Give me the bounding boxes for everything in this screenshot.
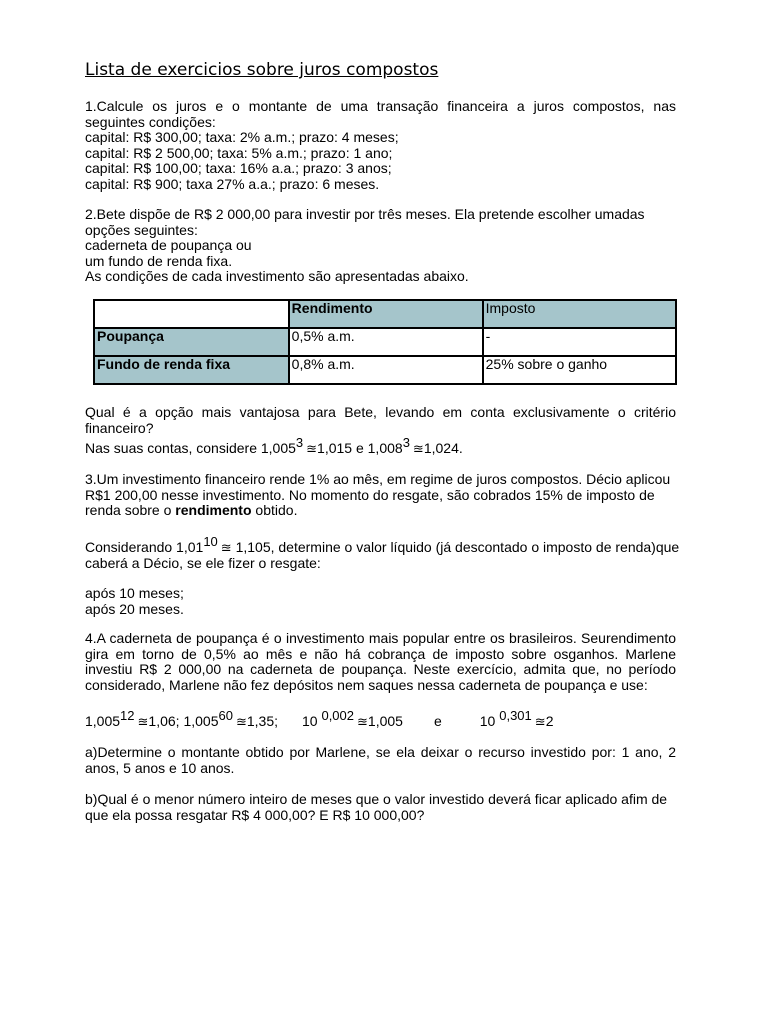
question-3: [85, 472, 676, 519]
hint-end: 1,024.: [423, 440, 463, 456]
approx-symbol: ≊: [137, 714, 149, 729]
table-cell: -: [483, 328, 676, 356]
table-cell: 0,5% a.m.: [289, 328, 483, 356]
q2-line4: um fundo de renda fixa.: [85, 252, 233, 269]
investment-table: [93, 299, 677, 385]
q1-intro-line1: 1.Calcule os juros e o montante de uma transação financeira a juros compostos, nas: [85, 98, 676, 114]
q1-item: capital: R$ 900; taxa 27% a.a.; prazo: 6 meses.: [85, 175, 380, 192]
approx-symbol: ≊: [357, 714, 368, 729]
q3-option: após 20 meses.: [85, 600, 184, 617]
approx-symbol: ≊: [306, 441, 318, 456]
exponent: 0,301: [499, 708, 532, 723]
exponent: 3: [295, 435, 304, 450]
q4-b-line2: que ela possa resgatar R$ 4 000,00? E R$ 10 000,00?: [85, 806, 425, 823]
hint-mid: 1,015 e 1,008: [317, 440, 403, 456]
q4-formula: [85, 708, 725, 730]
approx-symbol: ≊: [534, 714, 546, 729]
q2-hint-line: [85, 435, 676, 457]
q2-line5: As condições de cada investimento são apresentadas abaixo.: [85, 268, 469, 284]
table-header-cell: Imposto: [483, 300, 676, 328]
document-title: Lista de exercicios sobre juros compostos: [85, 60, 439, 80]
q4-b-line1: b)Qual é o menor número inteiro de meses que o valor investido deverá ficar aplicado afim de: [85, 791, 668, 807]
formula-base: 1,005: [85, 713, 121, 729]
consider-suffix: 1,105, determine o valor líquido (já descontado o imposto de renda)que: [235, 539, 680, 555]
q4-line2: gira em torno de 0,5% ao mês e não há cobrança de imposto sobre osganhos. Marlene: [85, 645, 676, 662]
table-header-row: [94, 300, 676, 328]
q2-line1: 2.Bete dispõe de R$ 2 000,00 para investir por três meses. Ela pretende escolher umadas: [85, 206, 645, 222]
q3-consider-line2: caberá a Décio, se ele fizer o resgate:: [85, 554, 321, 571]
q3-consider: [85, 534, 680, 571]
exponent: 0,002: [321, 708, 355, 723]
question-1: [85, 99, 676, 192]
formula-and: e: [433, 713, 442, 729]
formula-value: 1,005: [367, 713, 403, 729]
q2-line3: caderneta de poupança ou: [85, 237, 252, 253]
exponent: 3: [402, 435, 410, 450]
consider-prefix: Considerando 1,01: [85, 539, 204, 555]
q1-item: capital: R$ 2 500,00; taxa: 5% a.m.; prazo: 1 ano;: [85, 144, 393, 161]
q3-line2: R$1 200,00 nesse investimento. No momento do resgate, são cobrados 15% de imposto de: [85, 486, 655, 503]
q3-line3: [85, 503, 676, 519]
table-cell: Fundo de renda fixa: [94, 356, 289, 384]
q4-line4: considerado, Marlene não fez depósitos nem saques nessa caderneta de poupança e use:: [85, 676, 648, 693]
q3-options: [85, 586, 676, 617]
formula-value: 1,06; 1,005: [148, 713, 219, 729]
table-row: [94, 356, 676, 384]
formula-base: 10: [302, 713, 318, 729]
q3-consider-line1: [85, 534, 680, 556]
q4-part-b: [85, 792, 676, 823]
table-cell: 25% sobre o ganho: [483, 356, 676, 384]
q4-line3: investiu R$ 2 000,00 na caderneta de poupança. Neste exercício, admita que, no período: [85, 661, 676, 677]
question-4: [85, 631, 676, 693]
q2-question: [85, 405, 676, 436]
q4-formula-line: [85, 708, 725, 730]
q1-item: capital: R$ 100,00; taxa: 16% a.a.; prazo: 3 anos;: [85, 160, 392, 176]
approx-symbol: ≊: [220, 540, 232, 555]
q3-line1: 3.Um investimento financeiro rende 1% ao mês, em regime de juros compostos. Décio aplicou: [85, 471, 671, 487]
table-cell: Poupança: [94, 328, 289, 356]
q2-line2: opções seguintes:: [85, 221, 198, 238]
q2-question-line2: financeiro?: [85, 419, 154, 436]
q2-question-line1: Qual é a opção mais vantajosa para Bete, levando em conta exclusivamente o critério: [85, 404, 676, 420]
table-cell: 0,8% a.m.: [289, 356, 483, 384]
formula-value: 1,35;: [246, 713, 278, 729]
q4-part-a: [85, 745, 676, 776]
formula-value: 2: [545, 713, 554, 729]
exponent: 12: [120, 708, 135, 723]
approx-symbol: ≊: [235, 714, 247, 729]
hint-prefix: Nas suas contas, considere 1,005: [85, 440, 296, 456]
q4-line1: 4.A caderneta de poupança é o investimento mais popular entre os brasileiros. Seurendimento: [85, 630, 676, 646]
q2-hint: [85, 435, 676, 457]
question-2: [85, 207, 676, 285]
q3-line3-prefix: renda sobre o: [85, 502, 172, 518]
table-header-cell: [94, 300, 289, 328]
q4-a-line2: anos, 5 anos e 10 anos.: [85, 759, 235, 776]
approx-symbol: ≊: [412, 441, 424, 456]
q3-option: após 10 meses;: [85, 585, 184, 601]
exponent: 10: [203, 534, 218, 549]
q1-intro-line2: seguintes condições:: [85, 113, 216, 130]
q4-a-line1: a)Determine o montante obtido por Marlene, se ela deixar o recurso investido por: 1 ano, 2: [85, 744, 676, 760]
q1-item: capital: R$ 300,00; taxa: 2% a.m.; prazo: 4 meses;: [85, 129, 399, 145]
emphasis-rendimento: rendimento: [175, 502, 252, 518]
exponent: 60: [218, 708, 233, 723]
formula-base: 10: [479, 713, 496, 729]
table-row: [94, 328, 676, 356]
table-header-cell: Rendimento: [289, 300, 483, 328]
q3-line3-suffix: obtido.: [255, 502, 298, 518]
